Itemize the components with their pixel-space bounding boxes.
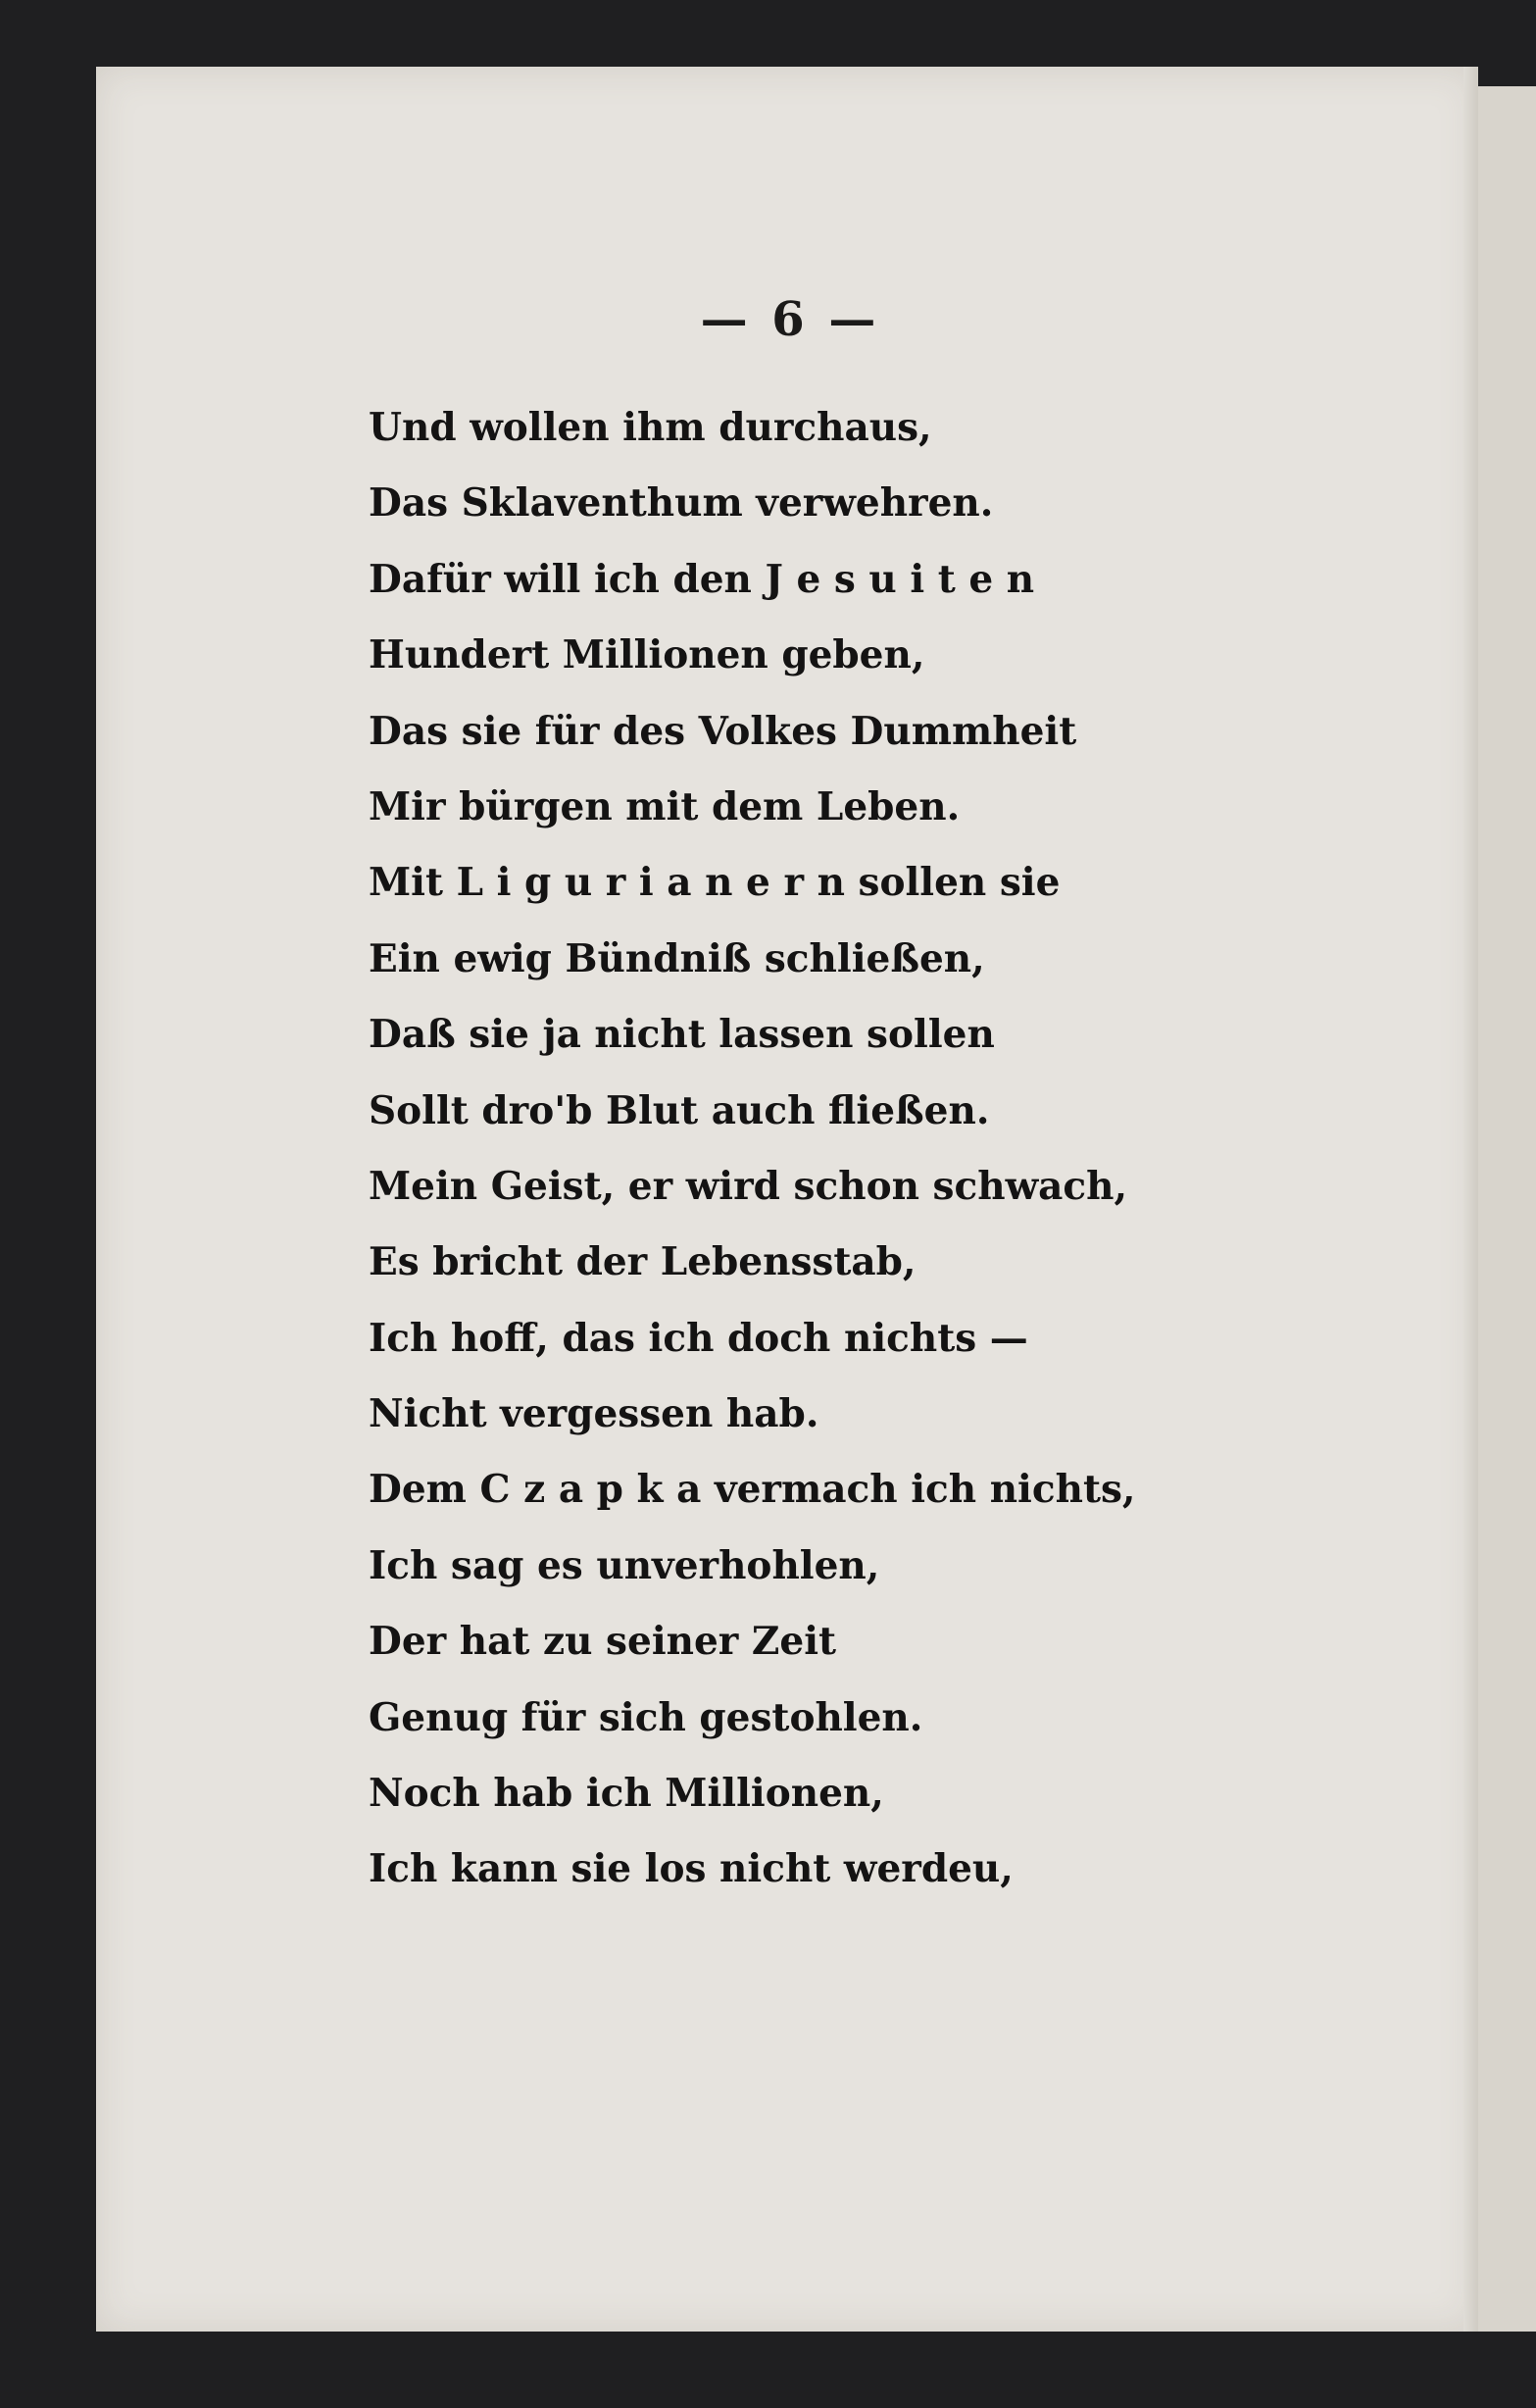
poem-line: Genug für sich gestohlen.: [369, 1694, 923, 1740]
poem-line: Und wollen ihm durchaus,: [369, 405, 932, 450]
poem-line: Nicht vergessen hab.: [369, 1391, 819, 1437]
poem-line: Es bricht der Lebensstab,: [369, 1239, 917, 1285]
page-gutter-shadow: [1463, 67, 1478, 2332]
poem-line: Sollt dro'b Blut auch fließen.: [369, 1087, 990, 1133]
poem-line: Mein Geist, er wird schon schwach,: [369, 1163, 1128, 1209]
poem-line: Ich hoff, das ich doch nichts —: [369, 1315, 1028, 1361]
poem-line: Dafür will ich den J e s u i t e n: [369, 556, 1035, 602]
poem-line: Hundert Millionen geben,: [369, 632, 925, 678]
poem-text: [369, 390, 1136, 1908]
poem-line: Mit L i g u r i a n e r n sollen sie: [369, 860, 1061, 906]
poem-line: Dem C z a p k a vermach ich nichts,: [369, 1467, 1136, 1513]
back-sheet-edge: [1470, 86, 1536, 2332]
page-number: — 6 —: [700, 292, 880, 347]
poem-line: Der hat zu seiner Zeit: [369, 1619, 837, 1665]
poem-line: Ich sag es unverhohlen,: [369, 1542, 880, 1588]
poem-line: Ich kann sie los nicht werdeu,: [369, 1846, 1014, 1892]
poem-line: Ein ewig Bündniß schließen,: [369, 935, 985, 981]
poem-line: Noch hab ich Millionen,: [369, 1771, 884, 1817]
poem-line: Das sie für des Volkes Dummheit: [369, 708, 1077, 754]
poem-line: Mir bürgen mit dem Leben.: [369, 783, 961, 829]
poem-line: Das Sklaventhum verwehren.: [369, 480, 994, 527]
poem-line: Daß sie ja nicht lassen sollen: [369, 1012, 995, 1058]
